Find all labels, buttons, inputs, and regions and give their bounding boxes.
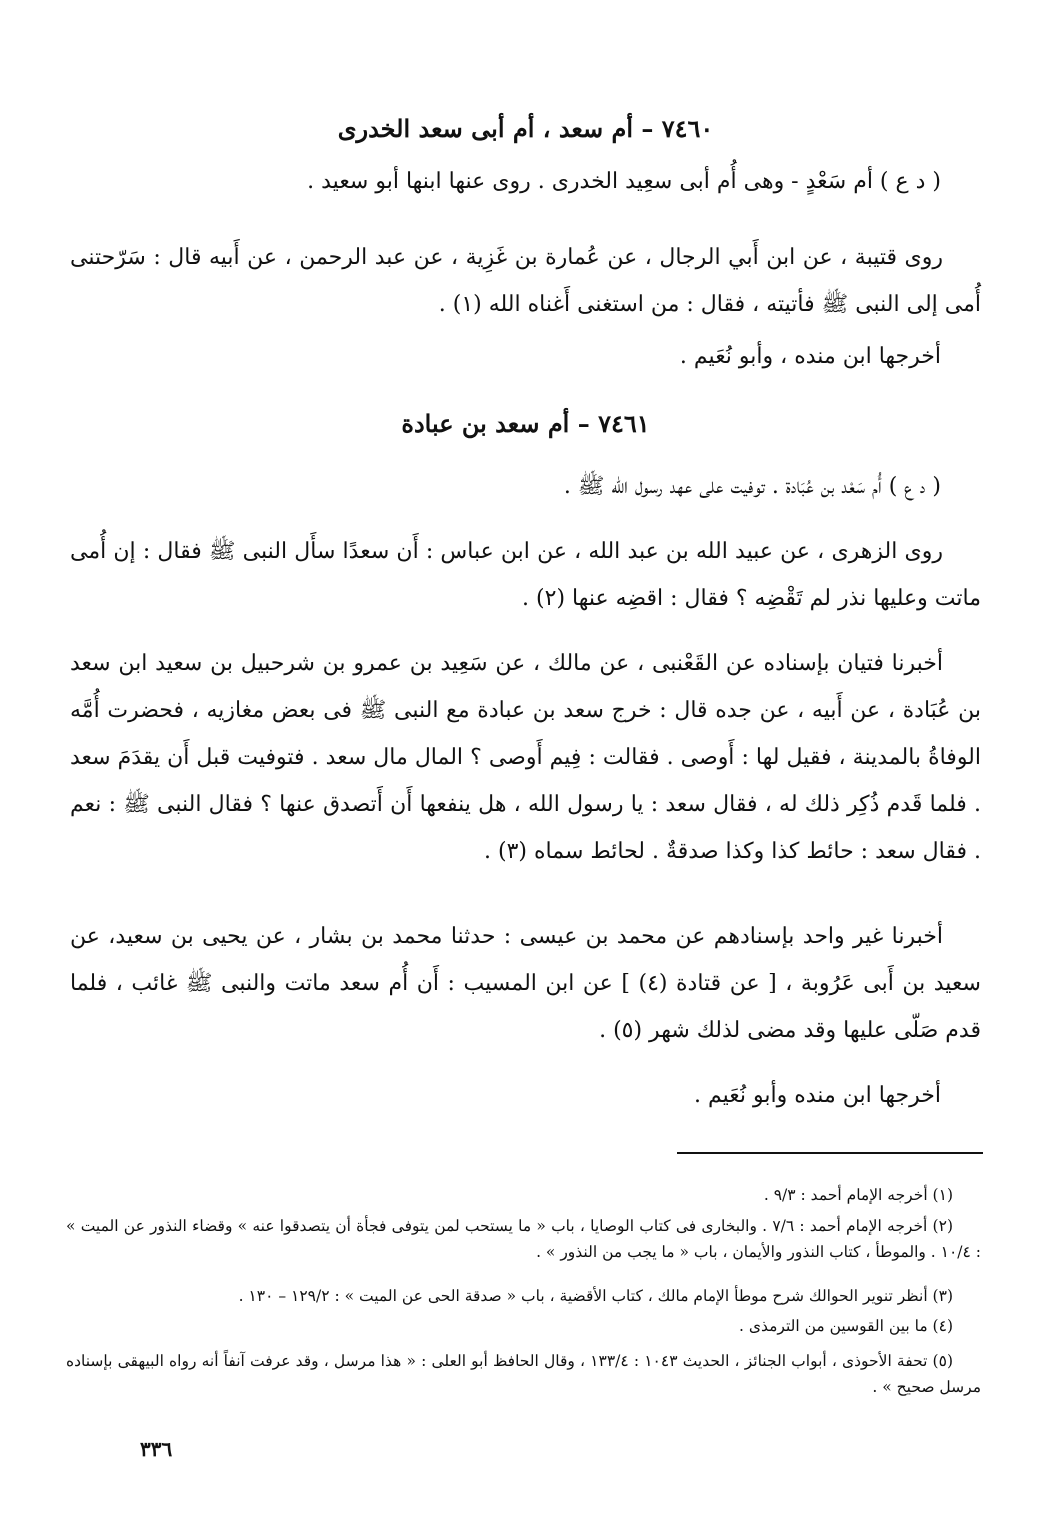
entry-heading: ٧٤٦٠ – أم سعد ، أم أبى سعد الخدرى	[337, 114, 714, 143]
hadith-paragraph: روى قتيبة ، عن ابن أَبي الرجال ، عن عُمارة بن غَزِية ، عن عبد الرحمن ، عن أَبيه قال : سَرّحتنى أُمى إلى النبى ﷺ فأتيته ، فقال : من استغنى أَغناه الله (١) .	[70, 245, 981, 317]
page-number: ٣٣٦	[140, 1437, 173, 1461]
entry-heading: ٧٤٦١ – أم سعد بن عبادة	[401, 409, 650, 438]
hadith-paragraph: روى الزهرى ، عن عبيد الله بن عبد الله ، عن ابن عباس : أَن سعدًا سأَل النبى ﷺ فقال : إن أُمى ماتت وعليها نذر لم تَقْضِه ؟ فقال : اقضِه عنها (٢) .	[70, 539, 981, 611]
footnote	[66, 1313, 981, 1339]
footnote-text: (٤) ما بين القوسين من الترمذى .	[738, 1317, 953, 1335]
footnote	[66, 1213, 981, 1265]
footnote-text: (١) أخرجه الإمام أحمد : ٩/٣ .	[763, 1186, 953, 1204]
footnote	[66, 1348, 981, 1400]
footnote-text: (٢) أخرجه الإمام أحمد : ٧/٦ . والبخارى فى كتاب الوصايا ، باب « ما يستحب لمن يتوفى فجأة أن يتصدقوا عنه » وقضاء النذور عن الميت » : ١٠/٤ . والموطأ ، كتاب النذور والأيمان ، باب « ما يجب من النذور » .	[66, 1217, 981, 1261]
footnote-text: (٥) تحفة الأحوذى ، أبواب الجنائز ، الحديث ١٠٤٣ : ١٣٣/٤ ، وقال الحافظ أبو العلى : « هذا مرسل ، وقد عرفت آنفاً أنه رواه البيهقى بإسناده مرسل صحيح » .	[66, 1352, 981, 1396]
footnote-text: (٣) أنظر تنوير الحوالك شرح موطأ الإمام مالك ، كتاب الأقضية ، باب « صدقة الحى عن الميت » : ١٢٩/٢ – ١٣٠ .	[238, 1287, 953, 1305]
entry-bio: ( د ع ) أُم سَعْد بن عُبَادة . توفيت على عهد رسول الله ﷺ .	[563, 474, 941, 499]
footnote	[66, 1283, 981, 1309]
source-note: أخرجها ابن منده وأبو نُعَيم .	[694, 1083, 941, 1108]
hadith-paragraph: أخبرنا فتيان بإسناده عن القَعْنبى ، عن مالك ، عن سَعِيد بن عمرو بن شرحبيل بن سعيد ابن سعد بن عُبَادة ، عن أَبيه ، عن جده قال : خرج سعد بن عبادة مع النبى ﷺ فى بعض مغازيه ، فحضرت أُمَّه الوفاةُ بالمدينة ، فقيل لها : أَوصى . فقالت : فِيم أَوصى ؟ المال مال سعد . فتوفيت قبل أَن يقدَمَ سعد . فلما قَدم ذُكِر ذلك له ، فقال سعد : يا رسول الله ، هل ينفعها أَن أَتصدق عنها ؟ فقال النبى ﷺ : نعم . فقال سعد : حائط كذا وكذا صدقةٌ . لحائط سماه (٣) .	[70, 651, 981, 864]
entry-bio: ( د ع ) أم سَعْدٍ - وهى أُم أبى سعِيد الخدرى . روى عنها ابنها أبو سعيد .	[307, 169, 941, 194]
footnote-divider	[677, 1152, 983, 1154]
source-note: أخرجها ابن منده ، وأبو نُعَيم .	[679, 344, 941, 369]
hadith-paragraph: أخبرنا غير واحد بإسنادهم عن محمد بن عيسى : حدثنا محمد بن بشار ، عن يحيى بن سعيد، عن سعيد بن أَبى عَرُوبة ، [ عن قتادة (٤) ] عن ابن المسيب : أَن أُم سعد ماتت والنبى ﷺ غائب ، فلما قدم صَلّى عليها وقد مضى لذلك شهر (٥) .	[70, 924, 981, 1043]
footnote	[66, 1182, 981, 1208]
